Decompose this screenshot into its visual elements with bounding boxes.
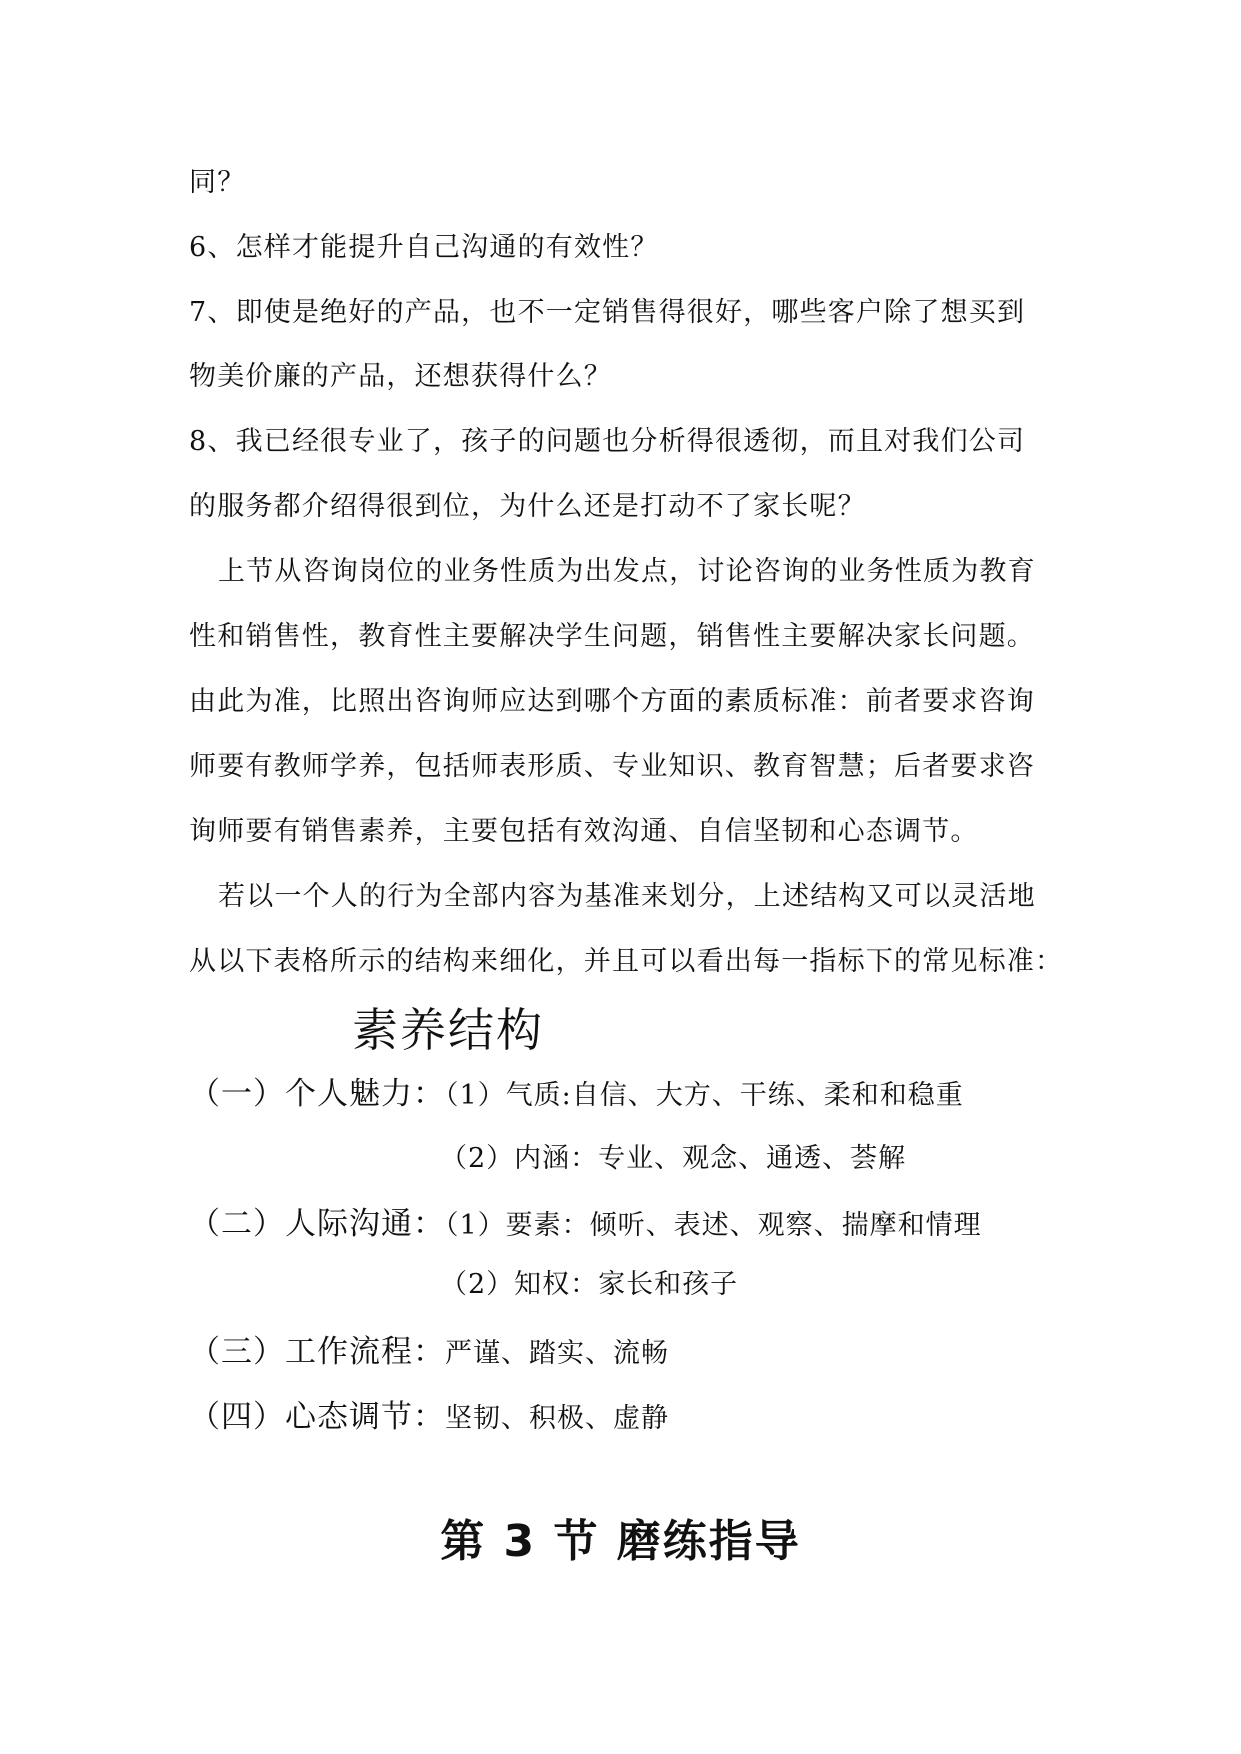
- question-7-line-1: 7、即使是绝好的产品，也不一定销售得很好，哪些客户除了想买到: [189, 297, 1026, 328]
- structure-item-1-sub: （2）内涵：专业、观念、通透、荟解: [440, 1143, 907, 1174]
- structure-item-2-key: （二）人际沟通：: [189, 1206, 445, 1242]
- structure-item-1-key: （一）个人魅力：: [189, 1076, 445, 1112]
- structure-item-2: [189, 1198, 982, 1243]
- paragraph-1-line-4: 师要有教师学养，包括师表形质、专业知识、教育智慧；后者要求咨: [189, 751, 1035, 782]
- structure-item-3: [189, 1326, 669, 1371]
- paragraph-1-line-2: 性和销售性，教育性主要解决学生问题，销售性主要解决家长问题。: [189, 621, 1035, 652]
- paragraph-1-line-1: 上节从咨询岗位的业务性质为出发点，讨论咨询的业务性质为教育: [218, 556, 1036, 587]
- structure-item-1-value: （1）气质:自信、大方、干练、柔和和稳重: [445, 1080, 964, 1111]
- paragraph-2-line-1: 若以一个人的行为全部内容为基准来划分，上述结构又可以灵活地: [218, 881, 1036, 912]
- question-5-tail: 同？: [189, 167, 246, 198]
- paragraph-2-line-2: 从以下表格所示的结构来细化，并且可以看出每一指标下的常见标准：: [189, 946, 1064, 977]
- structure-item-2-sub: （2）知权：家长和孩子: [440, 1269, 739, 1300]
- question-7-line-2: 物美价廉的产品，还想获得什么？: [189, 361, 612, 392]
- structure-item-3-value: 严谨、踏实、流畅: [445, 1338, 669, 1369]
- structure-item-4-key: （四）心态调节：: [189, 1399, 445, 1435]
- structure-title: 素养结构: [352, 1003, 544, 1057]
- question-8-line-1: 8、我已经很专业了，孩子的问题也分析得很透彻，而且对我们公司: [189, 426, 1026, 457]
- structure-item-2-value: （1）要素：倾听、表述、观察、揣摩和情理: [445, 1210, 982, 1241]
- structure-item-4-value: 坚韧、积极、虚静: [445, 1403, 669, 1434]
- section-heading: 第 3 节 磨练指导: [440, 1516, 801, 1567]
- structure-item-3-key: （三）工作流程：: [189, 1334, 445, 1370]
- structure-item-1: [189, 1068, 964, 1113]
- paragraph-1-line-3: 由此为准，比照出咨询师应达到哪个方面的素质标准：前者要求咨询: [189, 686, 1035, 717]
- structure-item-4: [189, 1391, 669, 1436]
- question-6: 6、怎样才能提升自己沟通的有效性？: [189, 232, 659, 263]
- paragraph-1-line-5: 询师要有销售素养，主要包括有效沟通、自信坚韧和心态调节。: [189, 816, 979, 847]
- question-8-line-2: 的服务都介绍得很到位，为什么还是打动不了家长呢？: [189, 491, 866, 522]
